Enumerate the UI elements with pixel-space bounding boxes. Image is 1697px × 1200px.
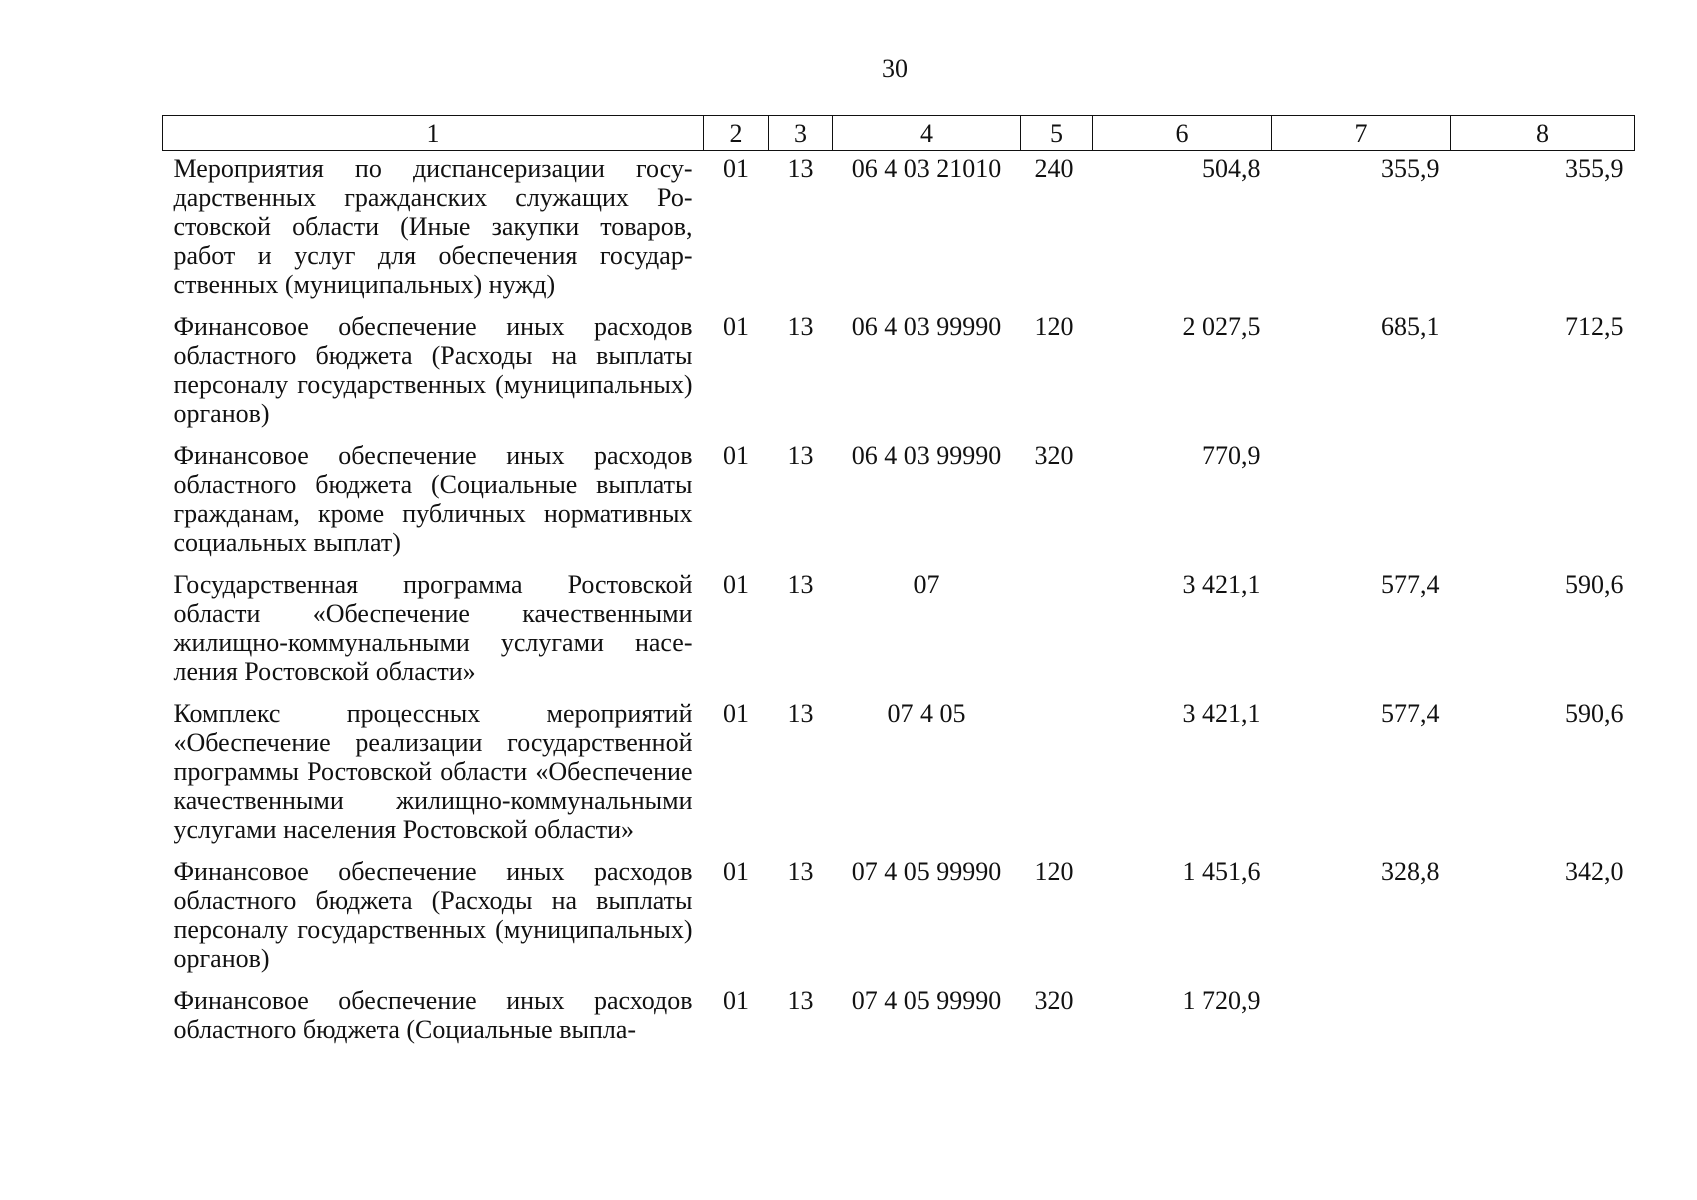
column-header-1: 1 bbox=[163, 116, 704, 151]
amount-col-7: 577,4 bbox=[1381, 699, 1440, 728]
expense-type-code: 120 bbox=[1034, 857, 1074, 886]
amount-col-8: 590,6 bbox=[1565, 570, 1624, 599]
expense-type-code: 120 bbox=[1034, 312, 1074, 341]
expense-type-code: 320 bbox=[1034, 441, 1074, 470]
expense-name: Финансовое обеспечение иных расходов областного бюджета (Социальные выпла- bbox=[173, 986, 693, 1044]
amount-col-6: 1 720,9 bbox=[1182, 986, 1261, 1015]
expense-name: Государственная программа Ростовской области «Обеспечение качественными жилищно-коммунальными услугами населения Ростовской области» bbox=[173, 570, 693, 686]
table-row bbox=[163, 568, 1635, 697]
column-header-6: 6 bbox=[1093, 116, 1272, 151]
column-header-5: 5 bbox=[1021, 116, 1093, 151]
subsection-code: 13 bbox=[787, 570, 814, 599]
column-header-2: 2 bbox=[704, 116, 769, 151]
target-article-code: 06 4 03 99990 bbox=[851, 312, 1002, 341]
column-header-3: 3 bbox=[769, 116, 833, 151]
section-code: 01 bbox=[723, 986, 749, 1015]
target-article-code: 07 4 05 99990 bbox=[851, 986, 1002, 1015]
expense-type-code bbox=[1021, 697, 1093, 855]
expense-type-code: 320 bbox=[1034, 986, 1074, 1015]
section-code: 01 bbox=[723, 154, 749, 183]
target-article-code: 06 4 03 21010 bbox=[851, 154, 1002, 183]
expense-name: Финансовое обеспечение иных расходов областного бюджета (Расходы на выплаты персоналу государственных (муниципальных) органов) bbox=[173, 312, 693, 428]
expense-name: Мероприятия по диспансеризации государственных гражданских служащих Ростовской области (Иные закупки товаров, работ и услуг для обеспечения государственных (муниципальных) нужд) bbox=[173, 154, 693, 299]
amount-col-8: 590,6 bbox=[1565, 699, 1624, 728]
amount-col-7: 328,8 bbox=[1381, 857, 1440, 886]
section-code: 01 bbox=[723, 312, 749, 341]
page-number: 30 bbox=[882, 54, 908, 83]
expense-type-code: 240 bbox=[1034, 154, 1074, 183]
amount-col-7 bbox=[1272, 984, 1451, 1055]
target-article-code: 07 4 05 99990 bbox=[851, 857, 1002, 886]
target-article-code: 07 4 05 bbox=[887, 699, 966, 728]
expense-name: Финансовое обеспечение иных расходов областного бюджета (Социальные выплаты гражданам, кроме публичных нормативных социальных выплат) bbox=[173, 441, 693, 557]
amount-col-6: 2 027,5 bbox=[1182, 312, 1261, 341]
subsection-code: 13 bbox=[787, 441, 814, 470]
column-header-8: 8 bbox=[1451, 116, 1635, 151]
subsection-code: 13 bbox=[787, 857, 814, 886]
section-code: 01 bbox=[723, 699, 749, 728]
subsection-code: 13 bbox=[787, 699, 814, 728]
subsection-code: 13 bbox=[787, 986, 814, 1015]
expense-name: Финансовое обеспечение иных расходов областного бюджета (Расходы на выплаты персоналу государственных (муниципальных) органов) bbox=[173, 857, 693, 973]
table-row bbox=[163, 439, 1635, 568]
amount-col-8 bbox=[1451, 439, 1635, 568]
amount-col-6: 3 421,1 bbox=[1182, 699, 1261, 728]
amount-col-6: 504,8 bbox=[1202, 154, 1261, 183]
table-row bbox=[163, 310, 1635, 439]
amount-col-6: 1 451,6 bbox=[1182, 857, 1261, 886]
table-row bbox=[163, 984, 1635, 1055]
column-header-4: 4 bbox=[833, 116, 1021, 151]
subsection-code: 13 bbox=[787, 312, 814, 341]
column-header-7: 7 bbox=[1272, 116, 1451, 151]
amount-col-8 bbox=[1451, 984, 1635, 1055]
amount-col-7: 577,4 bbox=[1381, 570, 1440, 599]
section-code: 01 bbox=[723, 570, 749, 599]
amount-col-7: 685,1 bbox=[1381, 312, 1440, 341]
amount-col-7 bbox=[1272, 439, 1451, 568]
amount-col-8: 342,0 bbox=[1565, 857, 1624, 886]
subsection-code: 13 bbox=[787, 154, 814, 183]
section-code: 01 bbox=[723, 857, 749, 886]
table-row bbox=[163, 151, 1635, 311]
amount-col-8: 712,5 bbox=[1565, 312, 1624, 341]
amount-col-7: 355,9 bbox=[1381, 154, 1440, 183]
expense-name: Комплекс процессных мероприятий «Обеспечение реализации государственной программы Ростовской области «Обеспечение качественными жилищно-коммунальными услугами населения Ростовской области» bbox=[173, 699, 693, 844]
amount-col-6: 3 421,1 bbox=[1182, 570, 1261, 599]
table-row bbox=[163, 697, 1635, 855]
expense-type-code bbox=[1021, 568, 1093, 697]
budget-table bbox=[162, 115, 1635, 1055]
header-row bbox=[163, 116, 1635, 151]
target-article-code: 07 bbox=[913, 570, 940, 599]
section-code: 01 bbox=[723, 441, 749, 470]
target-article-code: 06 4 03 99990 bbox=[851, 441, 1002, 470]
amount-col-8: 355,9 bbox=[1565, 154, 1624, 183]
table-row bbox=[163, 855, 1635, 984]
amount-col-6: 770,9 bbox=[1202, 441, 1261, 470]
